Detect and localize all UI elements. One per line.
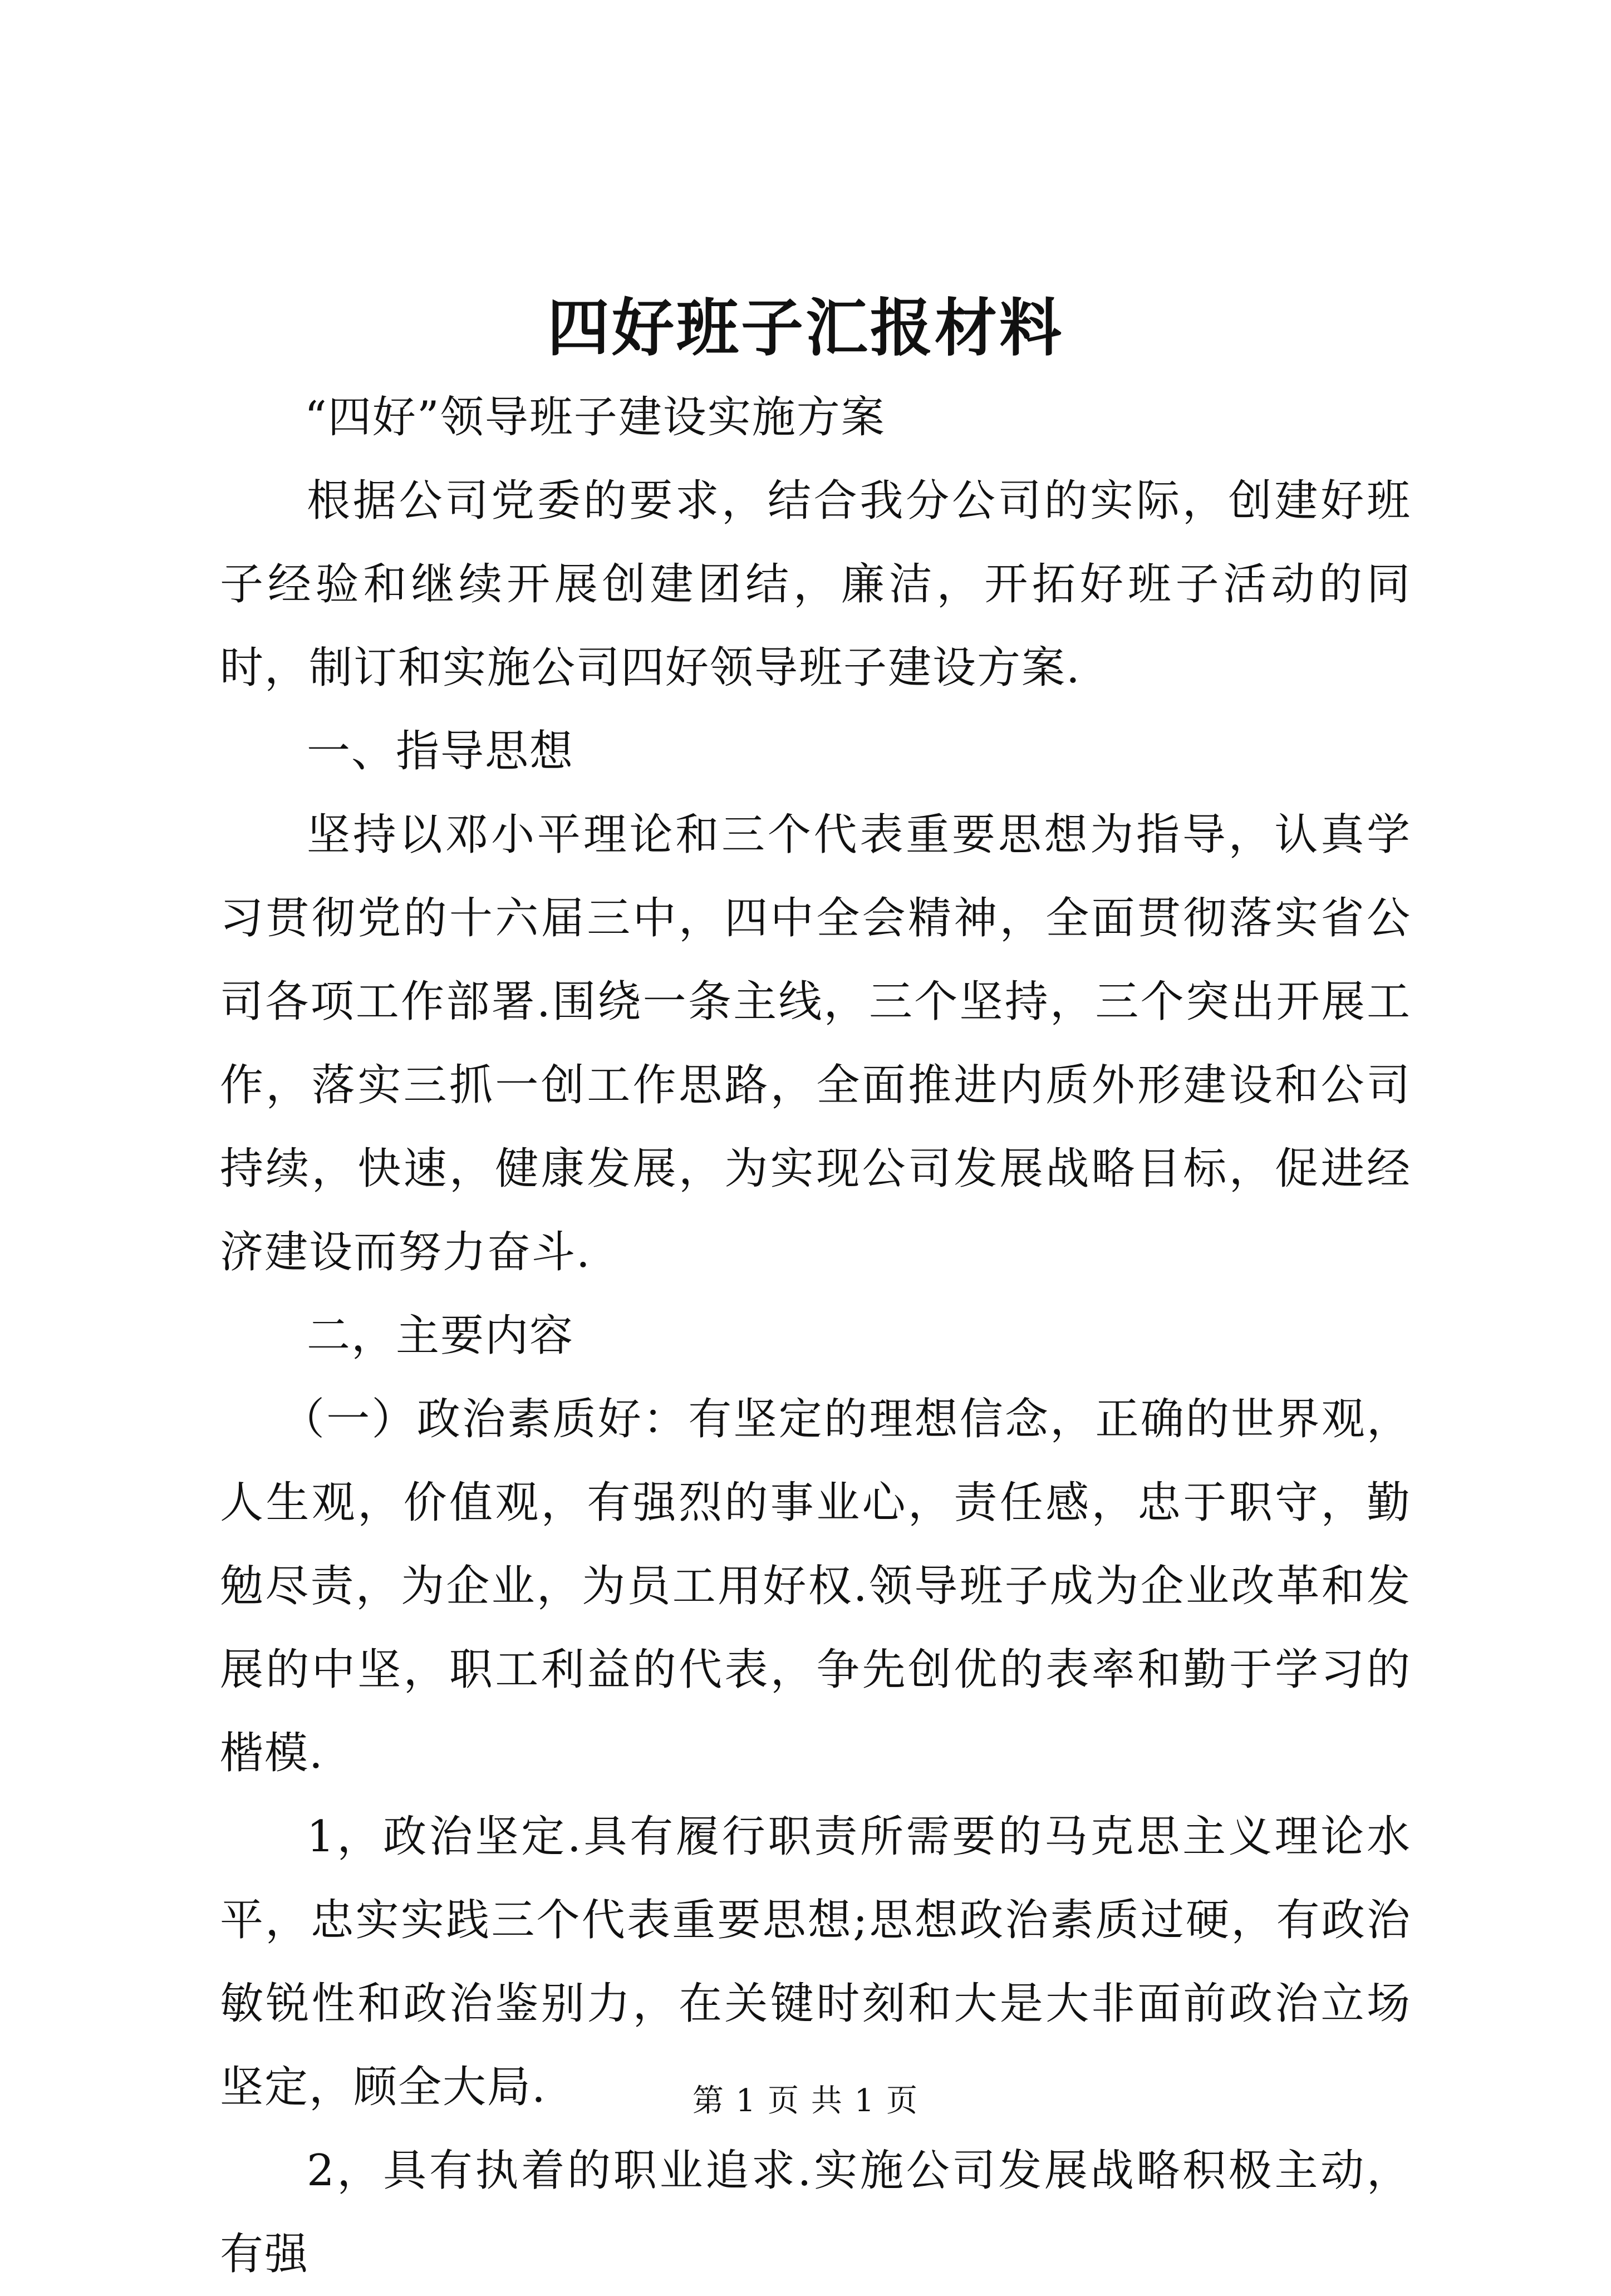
document-body	[220, 376, 1411, 2296]
section-heading-guiding-ideology: 一、指导思想	[307, 726, 574, 776]
guiding-ideology-paragraph: 坚持以邓小平理论和三个代表重要思想为指导，认真学习贯彻党的十六届三中，四中全会精神，全面贯彻落实省公司各项工作部署.围绕一条主线，三个坚持，三个突出开展工作，落实三抓一创工作思路，全面推进内质外形建设和公司持续，快速，健康发展，为实现公司发展战略目标，促进经济建设而努力奋斗.	[220, 810, 1411, 1277]
political-quality-paragraph: （一）政治素质好：有坚定的理想信念，正确的世界观，人生观，价值观，有强烈的事业心，责任感，忠于职守，勤勉尽责，为企业，为员工用好权.领导班子成为企业改革和发展的中坚，职工利益的代表，争先创优的表率和勤于学习的楷模.	[220, 1394, 1411, 1778]
item-1-paragraph: 1，政治坚定.具有履行职责所需要的马克思主义理论水平，忠实实践三个代表重要思想;思想政治素质过硬，有政治敏锐性和政治鉴别力，在关键时刻和大是大非面前政治立场坚定，顾全大局.	[220, 1812, 1411, 2112]
section-heading-main-content: 二，主要内容	[307, 1311, 574, 1361]
intro-paragraph: 根据公司党委的要求，结合我分公司的实际，创建好班子经验和继续开展创建团结，廉洁，开拓好班子活动的同时，制订和实施公司四好领导班子建设方案.	[220, 476, 1411, 693]
document-title: 四好班子汇报材料	[547, 292, 1064, 365]
page-number-footer: 第 1 页 共 1 页	[692, 2083, 919, 2119]
plan-subtitle: “四好”领导班子建设实施方案	[304, 392, 886, 443]
item-2-paragraph: 2，具有执着的职业追求.实施公司发展战略积极主动，有强	[220, 2146, 1411, 2279]
